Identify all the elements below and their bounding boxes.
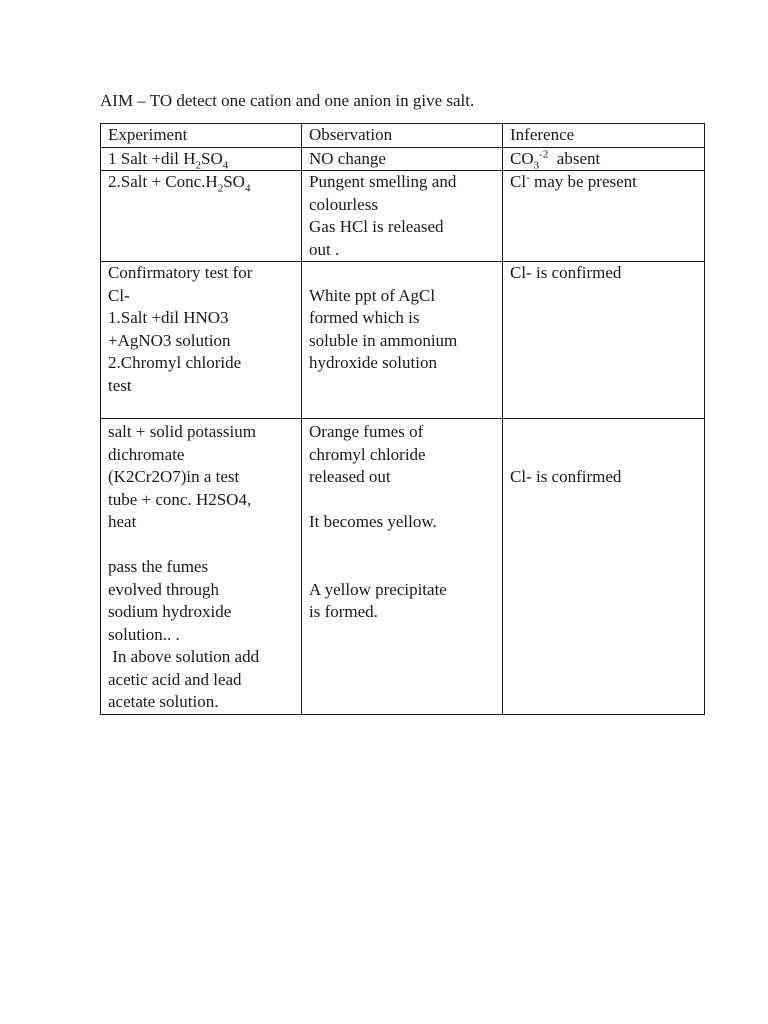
header-observation: Observation bbox=[302, 124, 503, 148]
table-header-row bbox=[101, 124, 705, 148]
row3-inference: Cl- is confirmed bbox=[503, 262, 705, 419]
row4-observation: Orange fumes of chromyl chloride released out It becomes yellow. A yellow precipitate is formed. bbox=[302, 419, 503, 715]
row4-experiment: salt + solid potassium dichromate (K2Cr2O7)in a test tube + conc. H2SO4, heat pass the fumes evolved through sodium hydroxide solution.. . In above solution add acetic acid and lead acetate solution. bbox=[101, 419, 302, 715]
table-row bbox=[101, 171, 705, 262]
row1-experiment: 1 Salt +dil $H_2SO_4$ bbox=[101, 147, 302, 171]
row1-inference: $CO_3^{-2}$ absent bbox=[503, 147, 705, 171]
row3-experiment: Confirmatory test for Cl- 1.Salt +dil HNO3 +AgNO3 solution 2.Chromyl chloride test bbox=[101, 262, 302, 419]
row4-inference: Cl- is confirmed bbox=[503, 419, 705, 715]
table-row bbox=[101, 419, 705, 715]
experiment-table bbox=[100, 123, 705, 715]
row2-inference: Cl- may be present bbox=[503, 171, 705, 262]
row1-observation: NO change bbox=[302, 147, 503, 171]
row2-observation: Pungent smelling and colourless Gas HCl is released out . bbox=[302, 171, 503, 262]
header-experiment: Experiment bbox=[101, 124, 302, 148]
header-inference: Inference bbox=[503, 124, 705, 148]
row3-observation: White ppt of AgCl formed which is soluble in ammonium hydroxide solution bbox=[302, 262, 503, 419]
table-row bbox=[101, 262, 705, 419]
row2-experiment: 2.Salt + $Conc.H_2SO_4$ bbox=[101, 171, 302, 262]
aim-heading: AIM – TO detect one cation and one anion in give salt. bbox=[100, 91, 475, 110]
table-row bbox=[101, 147, 705, 171]
